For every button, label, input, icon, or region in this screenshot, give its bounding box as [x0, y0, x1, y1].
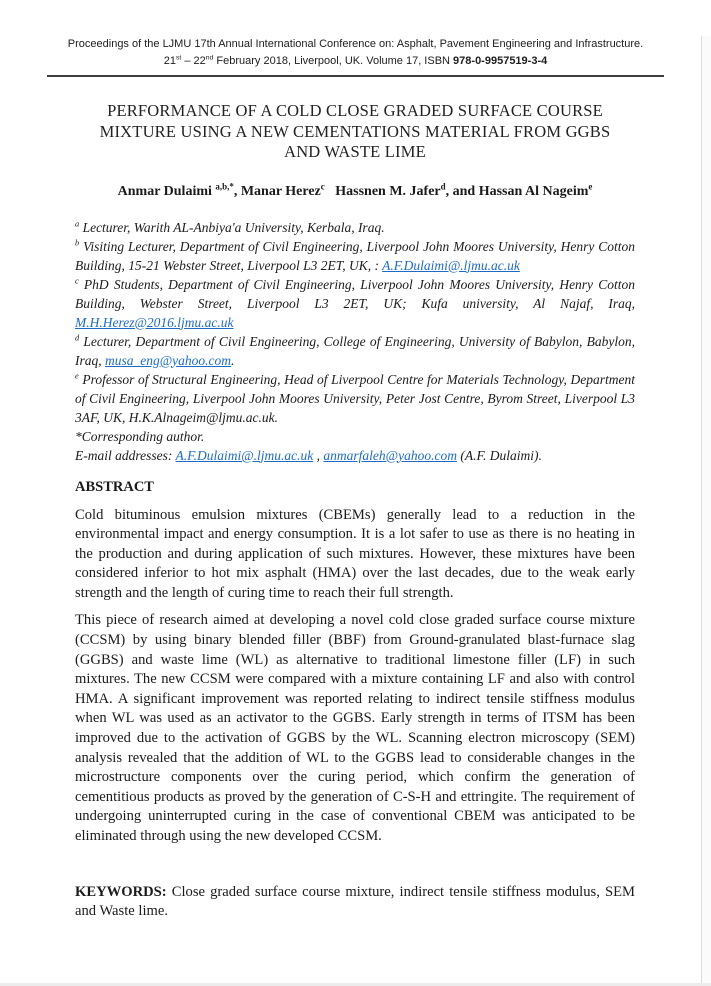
header-line1: Proceedings of the LJMU 17th Annual International Conference on: Asphalt, Pavement Engineering and Infrastructure.	[67, 38, 644, 50]
abstract-heading: ABSTRACT	[75, 478, 154, 495]
text-segment: Close graded surface course mixture, indirect tensile stiffness modulus, SEM and Waste lime.	[75, 883, 635, 920]
text-segment: KEYWORDS:	[75, 883, 167, 900]
text-segment: 21	[163, 54, 176, 67]
affiliation	[75, 275, 635, 332]
affiliation	[75, 427, 635, 446]
affiliation	[75, 446, 635, 465]
affiliation	[75, 237, 635, 275]
header-divider	[47, 75, 664, 77]
affiliations-block	[75, 218, 635, 465]
text-segment: PhD Students, Department of Civil Engineering, Liverpool John Moores University, Henry Cotton Building, Webster Street, Liverpool L3 2ET, UK; Kufa university, Al Najaf, Iraq,	[75, 276, 635, 311]
text-segment: Hassnen M. Jafer	[324, 183, 441, 199]
superscript-marker: e	[75, 371, 79, 380]
text-segment: Lecturer, Department of Civil Engineering, College of Engineering, University of Babylon, Babylon, Iraq,	[75, 333, 635, 368]
text-segment: (A.F. Dulaimi).	[456, 447, 542, 463]
authors-line	[75, 180, 635, 201]
affiliation	[75, 332, 635, 370]
affiliation	[75, 370, 635, 427]
abstract-paragraph-1: Cold bituminous emulsion mixtures (CBEMs) generally lead to a reduction in the environmental impact and energy consumption. It is a lot safer to use as there is no heating in the production and during application of such mixtures. However, these mixtures have been considered inferior to hot mix asphalt (HMA) over the last decades, due to the weak early strength and the length of curing time to reach their full strength.	[75, 506, 635, 601]
superscript-marker: nd	[205, 53, 214, 61]
conference-header	[0, 36, 711, 69]
header-line2	[0, 53, 711, 70]
title-line-1: PERFORMANCE OF A COLD CLOSE GRADED SURFACE COURSE	[107, 101, 603, 120]
email-link[interactable]: anmarfaleh@yahoo.com	[323, 447, 457, 463]
title-line-2: MIXTURE USING A NEW CEMENTATIONS MATERIAL FROM GGBS	[99, 121, 611, 141]
text-segment: , Manar Herez	[233, 183, 321, 199]
superscript-marker: d	[440, 180, 446, 191]
superscript-marker: a,b,*	[215, 180, 234, 191]
superscript-marker: e	[588, 180, 593, 191]
text-segment: *Corresponding author.	[75, 428, 205, 444]
email-link[interactable]: A.F.Dulaimi@.ljmu.ac.uk	[382, 257, 520, 273]
superscript-marker: a	[75, 219, 80, 228]
text-segment: E-mail addresses:	[75, 447, 176, 463]
text-segment: February 2018, Liverpool, UK. Volume 17, ISBN	[213, 54, 454, 67]
superscript-marker: d	[75, 333, 80, 342]
text-segment: , and Hassan Al Nageim	[445, 183, 589, 199]
email-link[interactable]: musa_eng@yahoo.com	[105, 352, 232, 368]
title-line-3: AND WASTE LIME	[284, 142, 426, 161]
text-segment: ,	[313, 447, 324, 463]
superscript-marker: st	[176, 53, 182, 61]
page-right-edge	[701, 36, 711, 986]
email-link[interactable]: A.F.Dulaimi@.ljmu.ac.uk	[175, 447, 314, 463]
text-segment: – 22	[181, 54, 206, 67]
abstract-paragraph-2: This piece of research aimed at developing a novel cold close graded surface course mixture (CCSM) by using binary blended filler (BBF) from Ground-granulated blast-furnace slag (GGBS) and waste lime (WL) as alternative to traditional limestone filler (LF) in such mixtures. The new CCSM were compared with a mixture containing LF and also with control HMA. A significant improvement was reported relating to indirect tensile stiffness modulus when WL was used as an activator to the GGBS. Early strength in terms of ITSM has been improved due to the activation of GGBS by the WL. Scanning electron microscopy (SEM) analysis revealed that the addition of WL to the GGBS lead to considerable changes in the microstructure components over the curing period, which confirm the generation of cementitious products as proved by the generation of C-S-H and ettringite. The requirement of undergoing uninterrupted curing in the case of conventional CBEM was anticipated to be eliminated through using the new developed CCSM.	[75, 612, 635, 844]
affiliation	[75, 218, 635, 237]
superscript-marker: c	[320, 180, 325, 191]
keywords-line	[75, 883, 635, 922]
text-segment: Lecturer, Warith AL-Anbiya'a University, Kerbala, Iraq.	[79, 219, 385, 235]
text-segment: Visiting Lecturer, Department of Civil Engineering, Liverpool John Moores University, Henry Cotton Building, 15-21 Webster Street, Liverpool L3 2ET, UK, :	[75, 238, 635, 273]
superscript-marker: b	[75, 238, 80, 247]
page-content	[75, 101, 635, 922]
text-segment: Anmar Dulaimi	[117, 183, 216, 199]
text-segment: Professor of Structural Engineering, Head of Liverpool Centre for Materials Technology, Department of Civil Engineering, Liverpool John Moores University, Peter Jost Centre, Byrom Street, Liverpool L3 3AF, UK, H.K.Alnageim@ljmu.ac.uk.	[75, 371, 635, 425]
text-segment: .	[231, 352, 235, 368]
superscript-marker: c	[75, 276, 79, 285]
email-link[interactable]: M.H.Herez@2016.ljmu.ac.uk	[75, 314, 234, 330]
text-segment: 978-0-9957519-3-4	[453, 54, 548, 67]
paper-title	[75, 101, 635, 163]
